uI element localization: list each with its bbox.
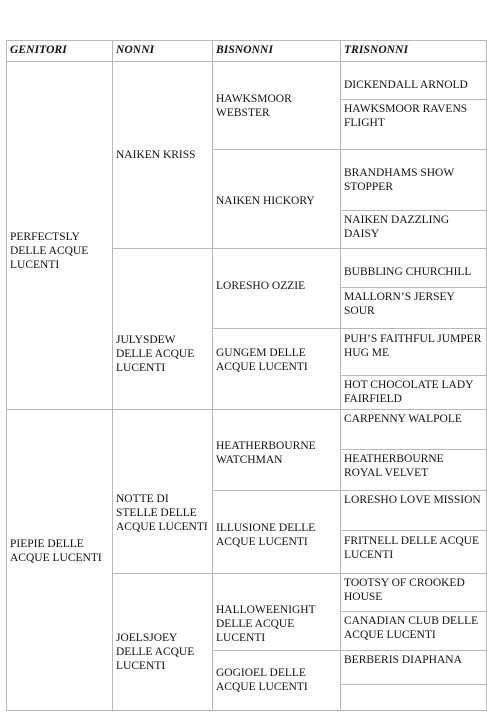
great-great-grandparent-name: CANADIAN CLUB DELLE ACQUE LUCENTI <box>344 615 479 641</box>
great-great-grandparent-name: DICKENDALL ARNOLD <box>344 79 468 91</box>
grandparent-name: JOELSJOEY DELLE ACQUE LUCENTI <box>116 632 195 672</box>
ggp-divider-3 <box>212 490 487 491</box>
ggp-divider-2 <box>212 328 487 329</box>
great-grandparent-name: NAIKEN HICKORY <box>216 195 315 207</box>
great-grandparent-name: GOGIOEL DELLE ACQUE LUCENTI <box>216 667 308 693</box>
table-border-top <box>6 40 487 41</box>
gggp-divider-8 <box>340 684 487 685</box>
great-great-grandparent-name: HOT CHOCOLATE LADY FAIRFIELD <box>344 379 474 405</box>
great-great-grandparent-name: NAIKEN DAZZLING DAISY <box>344 214 450 240</box>
great-grandparent-name: HAWKSMOOR WEBSTER <box>216 93 292 119</box>
col-divider-1 <box>112 40 113 711</box>
ggp-divider-1 <box>212 149 487 150</box>
great-grandparent-name: HEATHERBOURNE WATCHMAN <box>216 440 316 466</box>
great-grandparent-name: HALLOWEENIGHT DELLE ACQUE LUCENTI <box>216 604 316 644</box>
gggp-divider-3 <box>340 287 487 288</box>
parent-name: PIEPIE DELLE ACQUE LUCENTI <box>10 538 102 564</box>
great-grandparent-name: LORESHO OZZIE <box>216 280 306 292</box>
gggp-divider-4 <box>340 375 487 376</box>
header-great-great-grandparents: TRISNONNI <box>344 44 409 56</box>
gp-divider-1 <box>112 248 487 249</box>
col-border-left <box>6 40 7 711</box>
gggp-divider-1 <box>340 99 487 100</box>
great-great-grandparent-name: PUH’S FAITHFUL JUMPER HUG ME <box>344 333 482 359</box>
grandparent-name: NOTTE DI STELLE DELLE ACQUE LUCENTI <box>116 493 208 533</box>
col-divider-2 <box>212 40 213 711</box>
great-great-grandparent-name: MALLORN’S JERSEY SOUR <box>344 291 455 317</box>
great-great-grandparent-name: BRANDHAMS SHOW STOPPER <box>344 167 455 193</box>
great-great-grandparent-name: HEATHERBOURNE ROYAL VELVET <box>344 453 444 479</box>
header-separator <box>6 61 487 62</box>
great-great-grandparent-name: BUBBLING CHURCHILL <box>344 266 472 278</box>
great-great-grandparent-name: FRITNELL DELLE ACQUE LUCENTI <box>344 535 480 561</box>
gggp-divider-6 <box>340 530 487 531</box>
table-border-bottom <box>6 710 487 711</box>
gggp-divider-5 <box>340 449 487 450</box>
grandparent-name: NAIKEN KRISS <box>116 149 196 161</box>
header-grandparents: NONNI <box>116 44 155 56</box>
ggp-divider-4 <box>212 650 487 651</box>
gp-divider-2 <box>112 573 487 574</box>
great-grandparent-name: GUNGEM DELLE ACQUE LUCENTI <box>216 347 308 373</box>
header-parents: GENITORI <box>10 44 67 56</box>
gggp-divider-7 <box>340 611 487 612</box>
great-grandparent-name: ILLUSIONE DELLE ACQUE LUCENTI <box>216 522 316 548</box>
great-great-grandparent-name: TOOTSY OF CROOKED HOUSE <box>344 577 465 603</box>
parents-divider <box>6 409 487 410</box>
gggp-divider-2 <box>340 210 487 211</box>
great-great-grandparent-name: LORESHO LOVE MISSION <box>344 494 481 506</box>
header-great-grandparents: BISNONNI <box>216 44 274 56</box>
great-great-grandparent-name: HAWKSMOOR RAVENS FLIGHT <box>344 103 468 129</box>
great-great-grandparent-name: CARPENNY WALPOLE <box>344 413 462 425</box>
parent-name: PERFECTSLY DELLE ACQUE LUCENTI <box>10 231 89 271</box>
great-great-grandparent-name: BERBERIS DIAPHANA <box>344 654 462 666</box>
grandparent-name: JULYSDEW DELLE ACQUE LUCENTI <box>116 334 195 374</box>
